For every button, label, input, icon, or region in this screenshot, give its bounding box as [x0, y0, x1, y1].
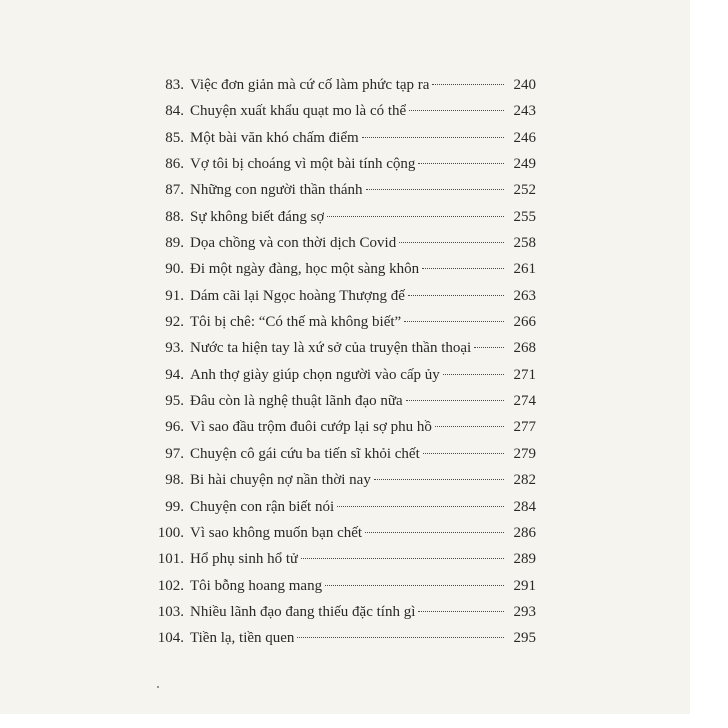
toc-entry-page: 266 [513, 314, 536, 331]
toc-entry [158, 125, 536, 151]
toc-entry-page: 246 [513, 129, 536, 146]
toc-entry [158, 362, 536, 388]
toc-entry-number: 86. [165, 156, 184, 173]
toc-entry-page: 289 [513, 551, 536, 568]
toc-entry-page: 255 [513, 208, 536, 225]
toc-entry [158, 494, 536, 520]
toc-entry-title: Dọa chồng và con thời dịch Covid [190, 235, 397, 252]
toc-entry-title: Chuyện xuất khẩu quạt mo là có thể [190, 103, 407, 120]
toc-entry [158, 283, 536, 309]
toc-entry-title: Anh thợ giày giúp chọn người vào cấp ủy [190, 366, 440, 383]
toc-entry-title: Đi một ngày đàng, học một sàng khôn [190, 261, 420, 278]
toc-dot-leader [409, 110, 504, 111]
toc-entry-number: 87. [165, 182, 184, 199]
toc-entry-page: 271 [513, 366, 536, 383]
toc-entry-page: 263 [513, 287, 536, 304]
toc-entry-page: 243 [513, 103, 536, 120]
toc-entry [158, 546, 536, 572]
toc-entry [158, 625, 536, 651]
toc-dot-leader [443, 374, 504, 375]
toc-entry [158, 573, 536, 599]
toc-entry-page: 286 [513, 524, 536, 541]
toc-entry-page: 274 [513, 393, 536, 410]
toc-entry-title: Tôi bỗng hoang mang [190, 577, 323, 594]
toc-entry-title: Nước ta hiện tay là xứ sở của truyện thần thoại [190, 340, 472, 357]
toc-entry-page: 268 [513, 340, 536, 357]
toc-entry-page: 277 [513, 419, 536, 436]
toc-entry [158, 388, 536, 414]
toc-entry-number: 91. [165, 287, 184, 304]
toc-entry [158, 335, 536, 361]
toc-dot-leader [399, 242, 504, 243]
toc-entry-title: Chuyện cô gái cứu ba tiến sĩ khỏi chết [190, 445, 420, 462]
toc-dot-leader [362, 137, 504, 138]
toc-entry [158, 599, 536, 625]
toc-entry-title: Bi hài chuyện nợ nần thời nay [190, 472, 371, 489]
toc-entry-number: 102. [157, 577, 184, 594]
table-of-contents [158, 72, 536, 652]
toc-entry-page: 293 [513, 603, 536, 620]
toc-dot-leader [423, 453, 504, 454]
toc-entry-page: 284 [513, 498, 536, 515]
toc-entry-page: 258 [513, 235, 536, 252]
toc-dot-leader [404, 321, 504, 322]
toc-entry-number: 98. [165, 472, 184, 489]
toc-dot-leader [327, 216, 504, 217]
toc-entry-number: 90. [165, 261, 184, 278]
toc-entry-number: 84. [165, 103, 184, 120]
toc-entry-page: 291 [513, 577, 536, 594]
toc-entry [158, 177, 536, 203]
toc-entry [158, 230, 536, 256]
toc-dot-leader [408, 295, 504, 296]
toc-entry-page: 282 [513, 472, 536, 489]
toc-entry-title: Nhiều lãnh đạo đang thiếu đặc tính gì [190, 603, 416, 620]
toc-entry-number: 92. [165, 314, 184, 331]
toc-entry-number: 104. [157, 630, 184, 647]
toc-entry [158, 414, 536, 440]
toc-entry-number: 99. [165, 498, 184, 515]
toc-entry-number: 95. [165, 393, 184, 410]
page-margin-bottom [0, 714, 728, 728]
toc-entry [158, 441, 536, 467]
toc-entry [158, 204, 536, 230]
toc-dot-leader [301, 558, 504, 559]
toc-entry-number: 85. [165, 129, 184, 146]
page-margin-right [690, 0, 728, 728]
scan-speck [157, 686, 159, 688]
toc-entry-title: Đâu còn là nghệ thuật lãnh đạo nữa [190, 393, 403, 410]
toc-entry-number: 103. [157, 603, 184, 620]
toc-entry-number: 96. [165, 419, 184, 436]
toc-entry-title: Sự không biết đáng sợ [190, 208, 325, 225]
toc-dot-leader [406, 400, 504, 401]
toc-entry [158, 72, 536, 98]
toc-entry-page: 279 [513, 445, 536, 462]
toc-entry-number: 93. [165, 340, 184, 357]
toc-entry-title: Vì sao không muốn bạn chết [190, 524, 363, 541]
toc-entry-title: Vì sao đầu trộm đuôi cướp lại sợ phu hồ [190, 419, 432, 436]
toc-entry-number: 94. [165, 366, 184, 383]
toc-entry [158, 520, 536, 546]
toc-entry-number: 83. [165, 77, 184, 93]
toc-dot-leader [366, 189, 505, 190]
toc-entry-title: Một bài văn khó chấm điểm [190, 129, 359, 146]
toc-entry [158, 98, 536, 124]
toc-entry [158, 309, 536, 335]
toc-entry-page: 240 [513, 77, 536, 93]
toc-entry-page: 295 [513, 630, 536, 647]
toc-dot-leader [365, 532, 504, 533]
toc-dot-leader [325, 585, 504, 586]
toc-entry [158, 467, 536, 493]
toc-dot-leader [418, 611, 504, 612]
toc-entry-page: 252 [513, 182, 536, 199]
toc-dot-leader [297, 637, 504, 638]
toc-entry-title: Hổ phụ sinh hổ tử [190, 551, 299, 568]
toc-entry-number: 100. [157, 524, 184, 541]
toc-entry-title: Tiền lạ, tiền quen [190, 630, 295, 647]
toc-dot-leader [474, 347, 504, 348]
toc-dot-leader [337, 506, 504, 507]
toc-entry-number: 101. [157, 551, 184, 568]
toc-dot-leader [422, 268, 504, 269]
toc-entry-title: Vợ tôi bị choáng vì một bài tính cộng [190, 156, 416, 173]
toc-entry-page: 261 [513, 261, 536, 278]
toc-entry [158, 151, 536, 177]
toc-dot-leader [432, 84, 504, 85]
toc-dot-leader [374, 479, 504, 480]
toc-dot-leader [435, 426, 504, 427]
toc-entry-title: Tôi bị chê: “Có thế mà không biết” [190, 314, 402, 331]
toc-dot-leader [418, 163, 504, 164]
toc-entry-page: 249 [513, 156, 536, 173]
toc-entry-title: Những con người thần thánh [190, 182, 363, 199]
toc-entry [158, 256, 536, 282]
toc-entry-title: Chuyện con rận biết nói [190, 498, 335, 515]
toc-entry-number: 88. [165, 208, 184, 225]
toc-entry-title: Việc đơn giản mà cứ cố làm phức tạp ra [190, 77, 430, 93]
toc-entry-number: 89. [165, 235, 184, 252]
toc-entry-number: 97. [165, 445, 184, 462]
toc-entry-title: Dám cãi lại Ngọc hoàng Thượng đế [190, 287, 405, 304]
